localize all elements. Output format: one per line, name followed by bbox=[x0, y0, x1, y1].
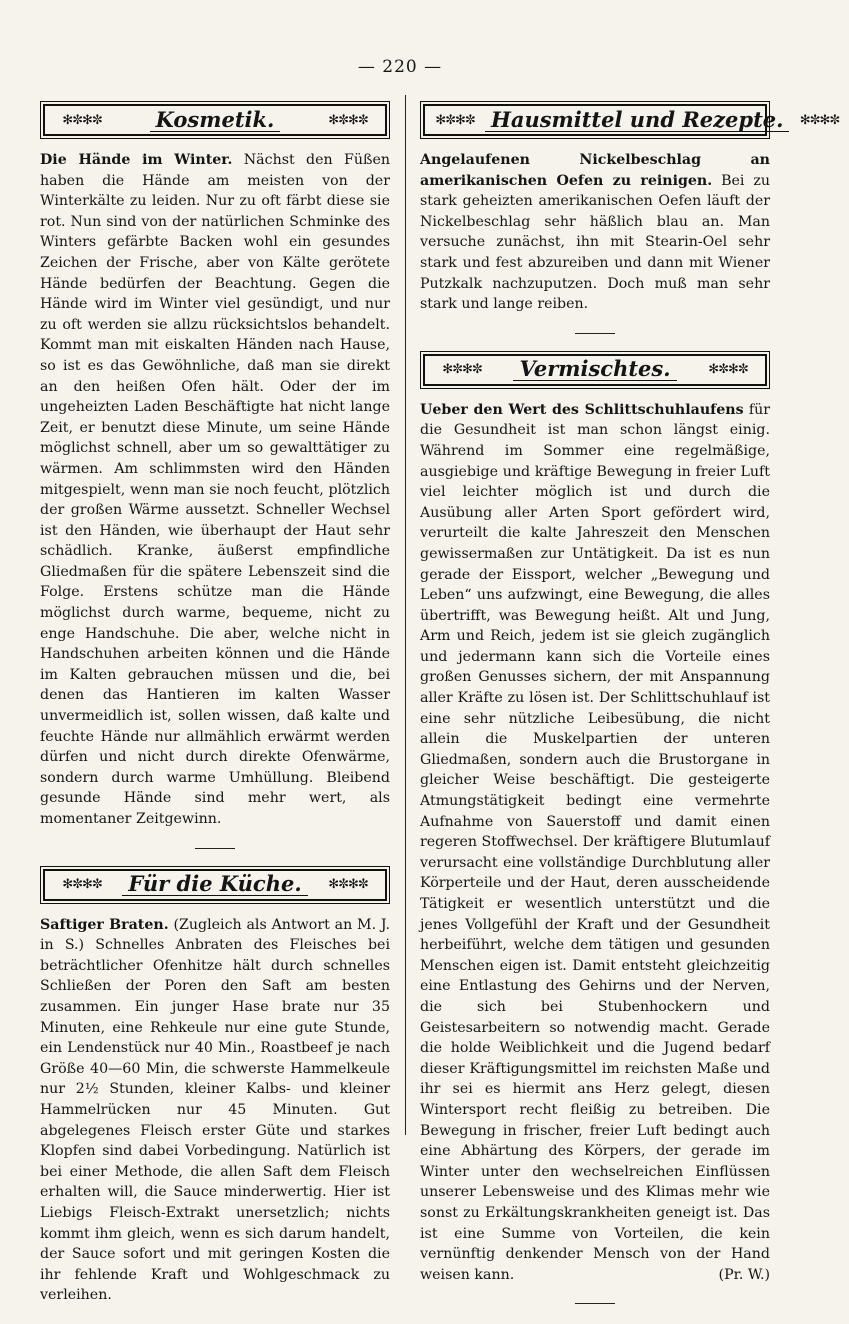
article-nickelbeschlag bbox=[420, 150, 770, 315]
ornament-icon: ✻✼✻✼ bbox=[799, 112, 840, 128]
section-header-kosmetik bbox=[43, 104, 387, 136]
section-title: Vermischtes. bbox=[513, 358, 676, 381]
ornament-icon: ✻✼✻✼ bbox=[708, 362, 748, 378]
section-header-vermischtes bbox=[423, 354, 767, 386]
article-text: (Zugleich als Antwort an M. J. in S.) Schnelles Anbraten des Fleisches bei beträchtlicher Ofenhitze hält durch schnelles Schließen der Poren den Saft am besten zusammen. Ein junger Hase brate nur 35 Minuten, eine Rehkeule nur eine gute Stunde, ein Lendenstück nur 40 Min., Roastbeef je nach Größe 40—60 Min, die schwerste Hammelkeule nur 2½ Stunden, kleiner Kalbs- und kleiner Hammelrücken nur 45 Minuten. Gut abgelegenes Fleisch erster Güte und starkes Klopfen sind dabei Vorbedingung. Natürlich ist bei einer Methode, die allen Saft dem Fleisch erhalten will, die Sauce minderwertig. Hier ist Liebigs Fleisch-Extrakt unersetzlich; nichts kommt ihm gleich, wenn es sich darum handelt, der Sauce sofort und mit geringen Kosten die ihr fehlende Kraft und Wohlgeschmack zu verleihen. bbox=[40, 916, 390, 1304]
article-lead: Die Hände im Winter. bbox=[40, 152, 233, 168]
section-header-kueche bbox=[43, 869, 387, 901]
ornament-icon: ✻✼✻✼ bbox=[435, 112, 475, 128]
separator-rule bbox=[575, 333, 615, 334]
section-header-hausmittel bbox=[423, 104, 840, 136]
section-title: Für die Küche. bbox=[122, 873, 307, 896]
ornament-icon: ✻✼✻✼ bbox=[328, 877, 368, 893]
article-lead: Saftiger Braten. bbox=[40, 916, 169, 933]
article-text: Bei zu stark geheizten amerikanischen Oefen läuft der Nickelbeschlag sehr häßlich blau an. Man versuche zunächst, ihn mit Stearin-Oel sehr stark und fest abzureiben und dann mit Wiener Putzkalk nachzuputzen. Doch muß man sehr stark und lange reiben. bbox=[420, 172, 771, 313]
article-text: für die Gesundheit ist man schon längst einig. Während im Sommer eine regelmäßige, ausgiebige und kräftige Bewegung in freier Luft viel leichter möglich ist und durch die Ausübung aller Arten Sport gefördert wird, verurteilt die kalte Jahreszeit den Menschen gewissermaßen zur Untätigkeit. Da ist es nun gerade der Eissport, welcher „Bewegung und Leben“ uns aufzwingt, eine Bewegung, die alles übertrifft, was Bewegung heißt. Alt und Jung, Arm und Reich, jedem ist sie gleich zugänglich und jedermann kann sich die Vorteile eines großen Genusses sichern, der mit Anspannung aller Kräfte zu lösen ist. Der Schlittschuhlauf ist eine sehr nützliche Leibesübung, die nicht allein die Muskelpartien der unteren Gliedmaßen, sondern auch die Brustorgane in gleicher Weise beschäftigt. Die gesteigerte Atmungstätigkeit bedingt eine vermehrte Aufnahme von Sauerstoff und damit einen regeren Stoffwechsel. Der kräftigere Blutumlauf verursacht eine vollständige Durchblutung aller Körperteile und der Haut, deren ausscheidende Tätigkeit er wesentlich unterstützt und die jenes Vollgefühl der Kraft und der Gesundheit herbeiführt, welche dem tätigen und gesunden Menschen eigen ist. Damit entsteht gleichzeitig eine Entlastung des Gehirns und der Nerven, die sich bei Stubenhockern und Geistesarbeitern so notwendig macht. Gerade die holde Weiblichkeit und die Jugend bedarf dieser Kräftigungsmittel im reichsten Maße und ihr sei es hiermit ans Herz gelegt, diesen Wintersport recht fleißig zu betreiben. Die Bewegung in frischer, freier Luft bedingt auch eine Abhärtung des Körpers, der gerade im Winter unter den wechselreichen Einflüssen unserer Lebensweise und des Klimas mehr wie sonst zu Erkältungskrankheiten geneigt ist. Das ist eine Summe von Vorteilen, die kein vernünftig denkender Mensch von der Hand weisen kann. bbox=[420, 401, 771, 1283]
article-saftiger-braten bbox=[40, 915, 390, 1306]
section-title: Kosmetik. bbox=[150, 109, 281, 132]
article-text: Nächst den Füßen haben die Hände am meisten von der Winterkälte zu leiden. Nur zu oft färbt diese sie rot. Nun sind von der natürlichen Schminke des Winters gefärbte Backen wohl ein gesundes Zeichen der Frische, aber von Kälte gerötete Hände bedürfen der Beachtung. Gegen die Hände wird im Winter viel gesündigt, und nur zu oft werden sie allzu rücksichtslos behandelt. Kommt man mit eiskalten Händen nach Hause, so ist es das Gewöhnliche, daß man sie direkt an den heißen Ofen hält. Oder der im ungeheizten Laden Beschäftigte hat nicht lange Zeit, er benutzt diese Minute, um seine Hände möglichst schnell, aber um so gewalttätiger zu wärmen. Am schlimmsten wird den Händen mitgespielt, wenn man sie noch feucht, plötzlich der großen Wärme aussetzt. Schneller Wechsel ist den Händen, wie überhaupt der Haut sehr schädlich. Kranke, äußerst empfindliche Gliedmaßen für die spätere Lebenszeit sind die Folge. Erstens schütze man die Hände möglichst durch warme, bequeme, nicht zu enge Handschuhe. Die aber, welche nicht in Handschuhen arbeiten können und die Hände im Kalten gebrauchen müssen und die, bei denen das Hantieren im kalten Wasser unvermeidlich ist, sollen wissen, daß kalte und feuchte Hände nur allmählich erwärmt werden dürfen und nicht durch direkte Ofenwärme, sondern durch warme Umhüllung. Bleibend gesunde Hände sind mehr wert, als momentaner Zeitgewinn. bbox=[40, 152, 390, 827]
ornament-icon: ✻✼✻✼ bbox=[442, 362, 482, 378]
separator-rule bbox=[575, 1303, 615, 1304]
article-haende-im-winter bbox=[40, 150, 390, 830]
column-divider bbox=[405, 95, 406, 1135]
article-signature: (Pr. W.) bbox=[718, 1266, 770, 1283]
article-lead: Angelaufenen Nickelbeschlag an amerikanischen Oefen zu reinigen. bbox=[420, 152, 770, 189]
ornament-icon: ✻✼✻✼ bbox=[62, 877, 102, 893]
left-column bbox=[40, 100, 390, 1306]
section-title: Hausmittel und Rezepte. bbox=[485, 109, 789, 132]
ornament-icon: ✻✼✻✼ bbox=[328, 112, 368, 128]
article-lead: Ueber den Wert des Schlittschuhlaufens bbox=[420, 401, 744, 418]
right-column bbox=[420, 100, 840, 1324]
page-number: — 220 — bbox=[357, 57, 443, 77]
article-schlittschuhlaufen bbox=[420, 400, 770, 1286]
ornament-icon: ✻✼✻✼ bbox=[62, 112, 102, 128]
separator-rule bbox=[195, 848, 235, 849]
